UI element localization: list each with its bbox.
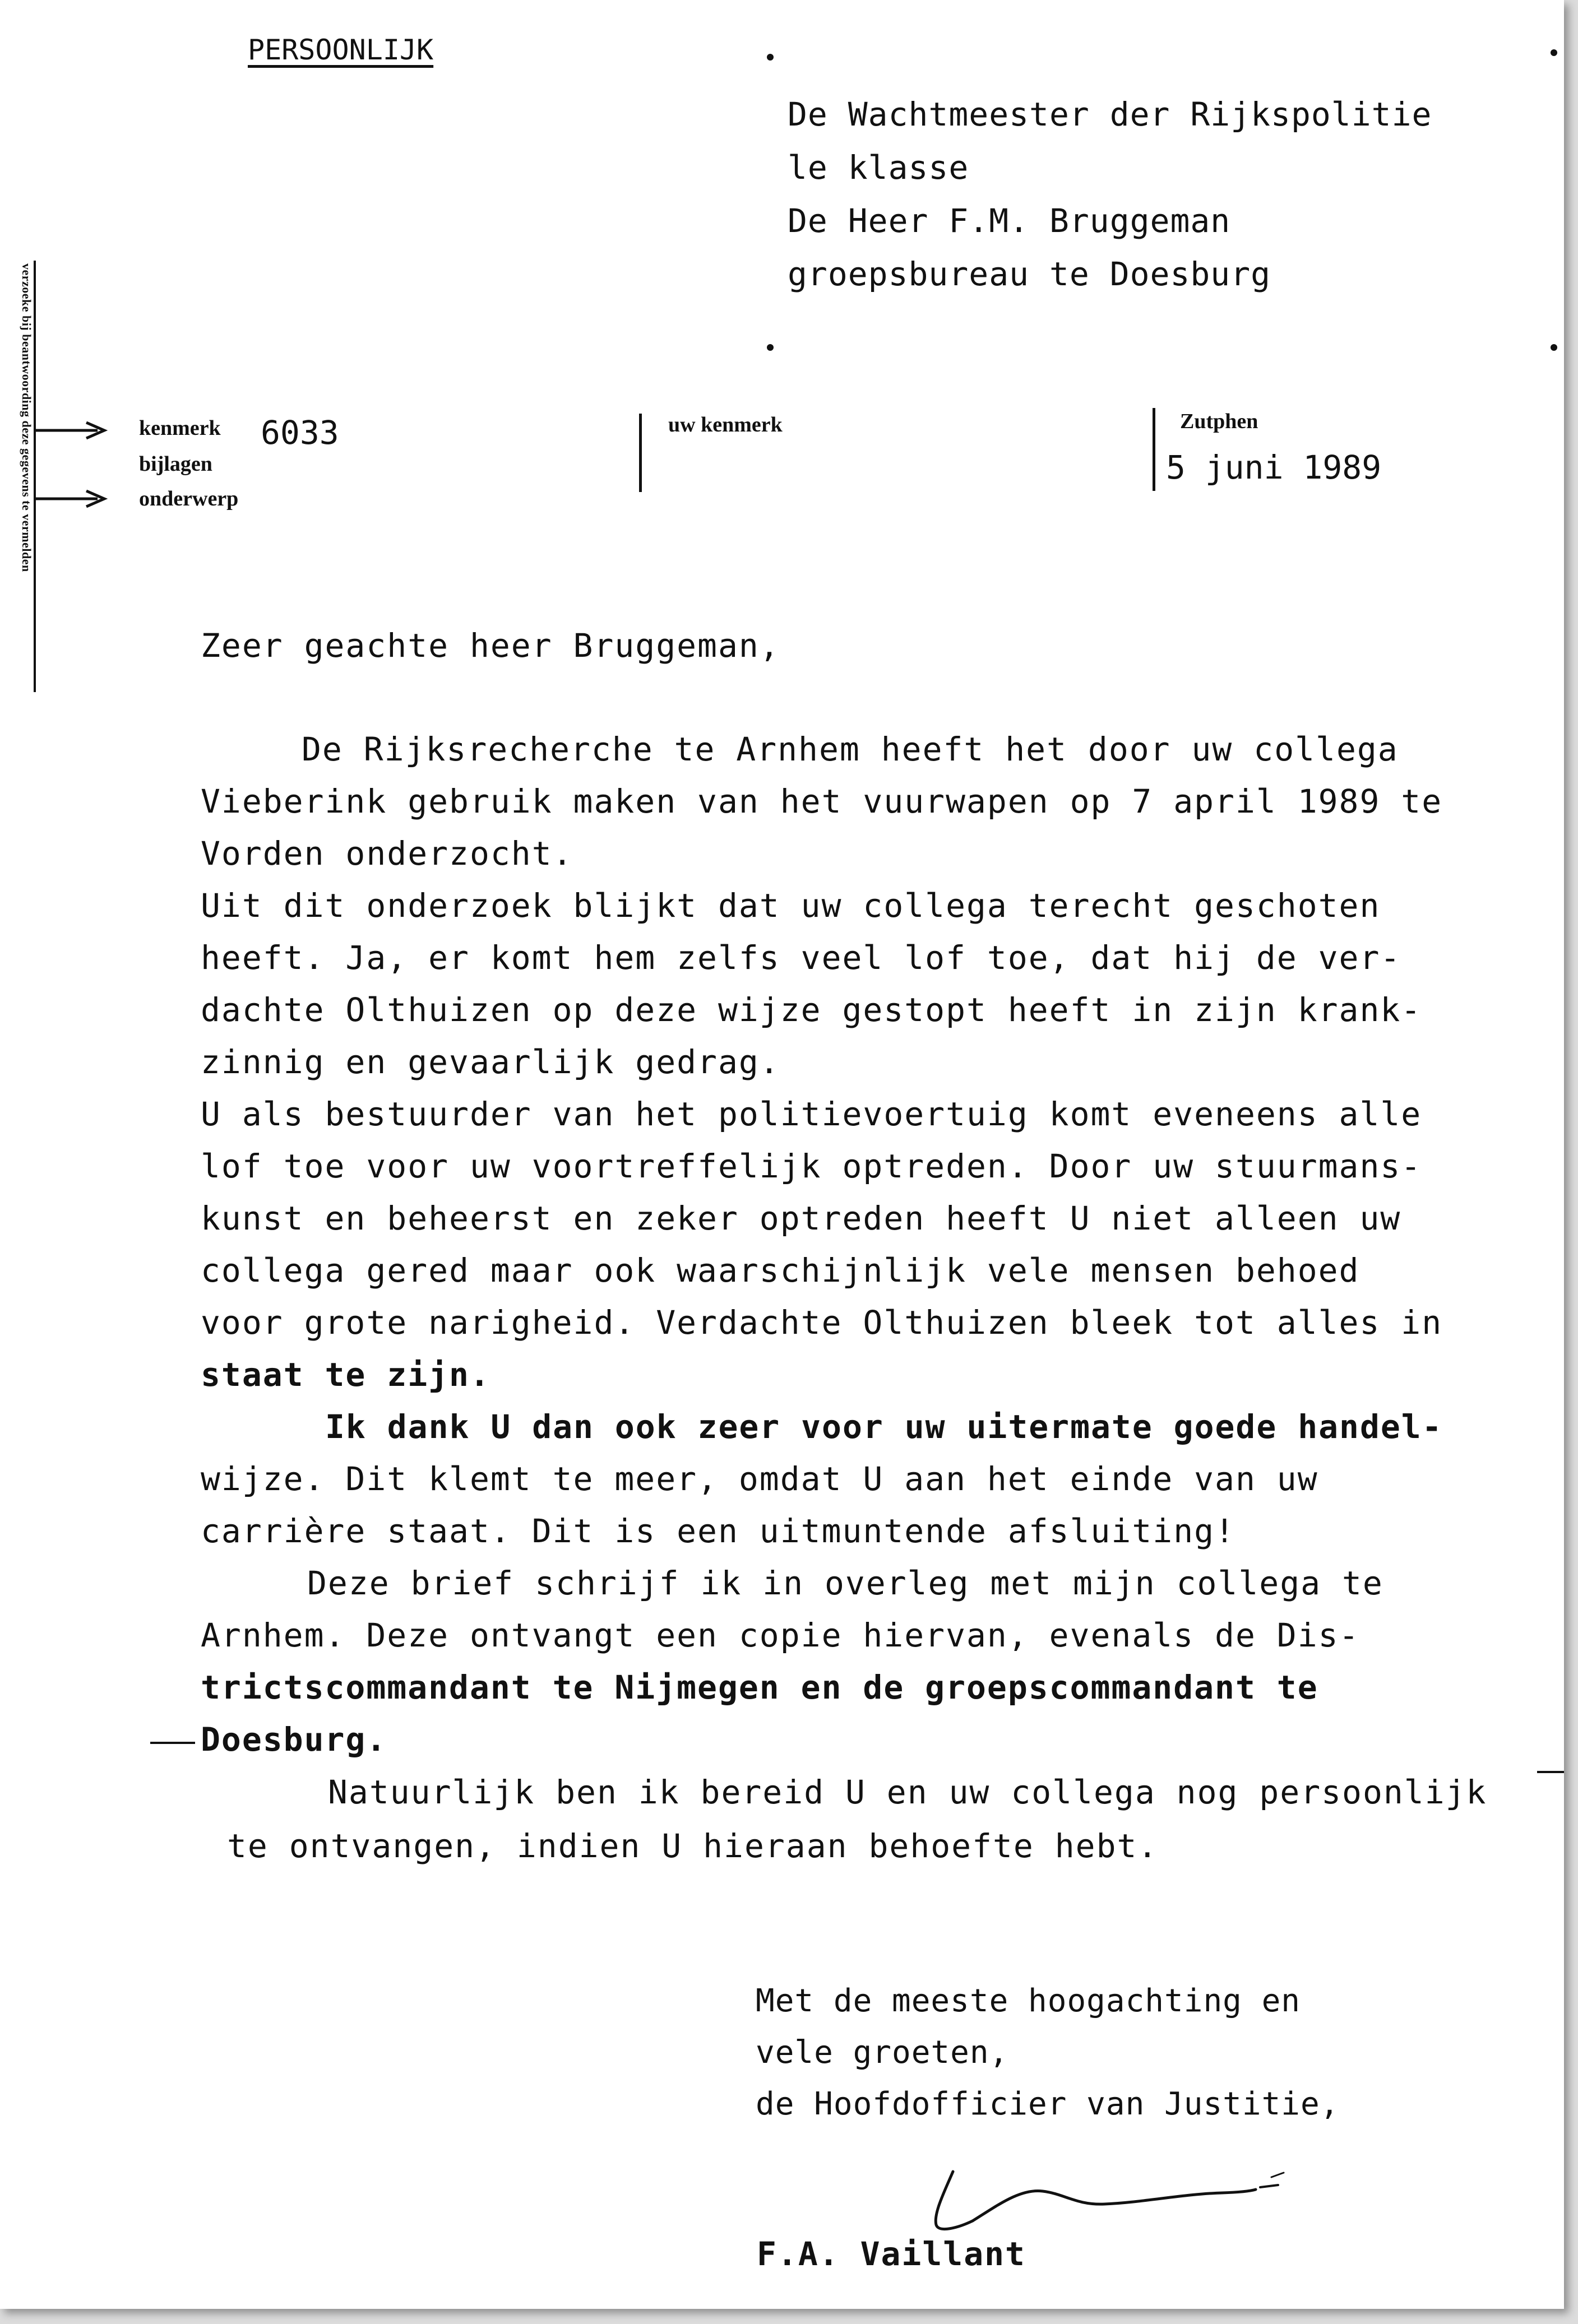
kenmerk-value: 6033 [261, 414, 339, 452]
body-line: collega gered maar ook waarschijnlijk vele mensen behoed [201, 1251, 1360, 1289]
margin-rule [34, 261, 36, 692]
body-line: zinnig en gevaarlijk gedrag. [201, 1043, 780, 1081]
body-line: trictscommandant te Nijmegen en de groepscommandant te [201, 1668, 1318, 1706]
body-line: heeft. Ja, er komt hem zelfs veel lof toe, dat hij de ver- [201, 939, 1401, 977]
body-line: wijze. Dit klemt te meer, omdat U aan het einde van uw [201, 1460, 1318, 1498]
salutation: Zeer geachte heer Bruggeman, [201, 627, 780, 665]
window-mark-dot [1551, 49, 1557, 56]
body-line: De Rijksrecherche te Arnhem heeft het door uw collega [302, 730, 1399, 768]
addressee-line: le klasse [788, 149, 969, 187]
body-line: Deze brief schrijf ik in overleg met mijn collega te [307, 1564, 1383, 1602]
margin-note: verzoeke bij beantwoording deze gegevens te vermelden [20, 263, 34, 572]
addressee-line: De Heer F.M. Bruggeman [788, 202, 1231, 240]
confidential-marking: PERSOONLIJK [248, 34, 434, 66]
closing-line: Met de meeste hoogachting en [756, 1983, 1301, 2019]
body-line: Natuurlijk ben ik bereid U en uw collega nog persoonlijk [328, 1773, 1487, 1811]
uw-kenmerk-label: uw kenmerk [668, 413, 783, 437]
body-line: te ontvangen, indien U hieraan behoefte hebt. [227, 1827, 1159, 1865]
body-line: U als bestuurder van het politievoertuig komt eveneens alle [201, 1095, 1422, 1133]
body-line: lof toe voor uw voortreffelijk optreden. Door uw stuurmans- [201, 1147, 1422, 1185]
arrow-icon [35, 488, 108, 510]
arrow-icon [35, 419, 108, 442]
addressee-line: groepsbureau te Doesburg [788, 255, 1271, 293]
margin-dash [1537, 1771, 1564, 1773]
body-line: Uit dit onderzoek blijkt dat uw collega terecht geschoten [201, 887, 1381, 925]
handwritten-signature [919, 2160, 1323, 2239]
column-divider [1153, 408, 1155, 491]
body-line: Arnhem. Deze ontvangt een copie hiervan, evenals de Dis- [201, 1616, 1360, 1654]
body-line: dachte Olthuizen op deze wijze gestopt heeft in zijn krank- [201, 991, 1422, 1029]
body-line: Doesburg. [201, 1720, 387, 1759]
closing-line: de Hoofdofficier van Justitie, [756, 2086, 1340, 2122]
letter-date: 5 juni 1989 [1166, 448, 1382, 486]
body-line: Vorden onderzocht. [201, 834, 573, 873]
body-line: Ik dank U dan ook zeer voor uw uitermate goede handel- [325, 1408, 1443, 1446]
signatory-name: F.A. Vaillant [757, 2235, 1026, 2273]
closing-line: vele groeten, [756, 2034, 1009, 2071]
bijlagen-label: bijlagen [139, 452, 212, 476]
window-mark-dot [767, 344, 774, 351]
body-line: voor grote narigheid. Verdachte Olthuizen bleek tot alles in [201, 1304, 1443, 1342]
body-line: carrière staat. Dit is een uitmuntende afsluiting! [201, 1512, 1235, 1550]
addressee-line: De Wachtmeester der Rijkspolitie [788, 95, 1432, 133]
onderwerp-label: onderwerp [139, 487, 239, 511]
body-line: Vieberink gebruik maken van het vuurwapen op 7 april 1989 te [201, 782, 1443, 820]
window-mark-dot [1551, 344, 1557, 351]
place-label: Zutphen [1180, 410, 1258, 433]
window-mark-dot [767, 54, 774, 61]
kenmerk-label: kenmerk [139, 416, 221, 440]
margin-dash [150, 1742, 195, 1744]
column-divider [639, 414, 642, 492]
body-line: kunst en beheerst en zeker optreden heeft U niet alleen uw [201, 1199, 1401, 1237]
body-line: staat te zijn. [201, 1356, 490, 1394]
